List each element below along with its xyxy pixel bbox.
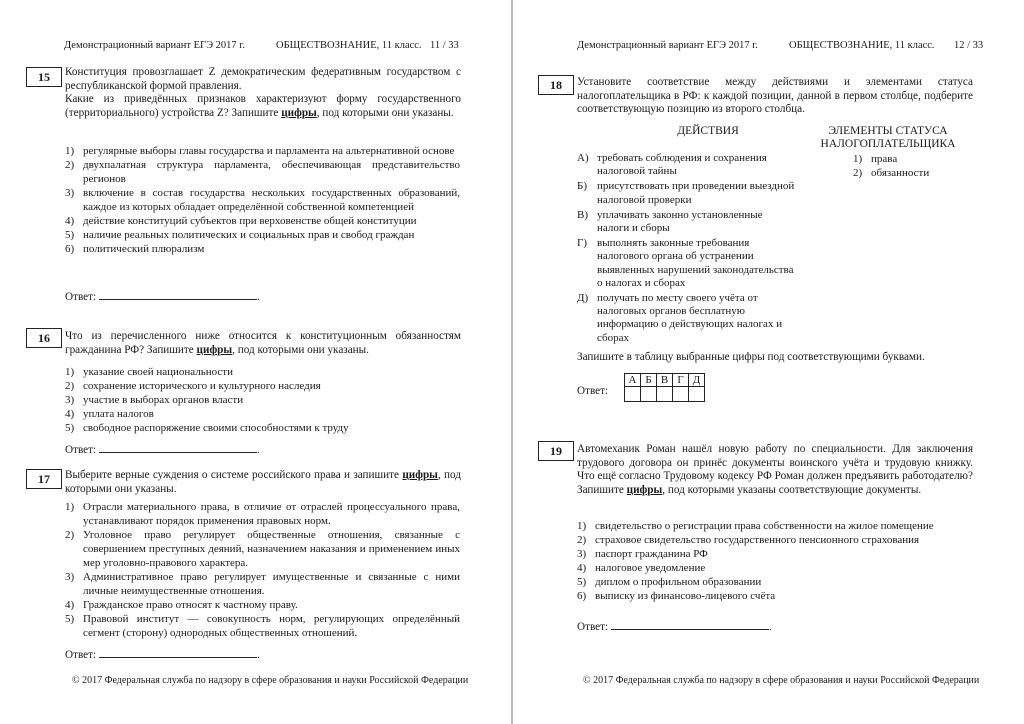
option-item: 4) налоговое уведомление (577, 562, 706, 574)
answer-field-15[interactable] (99, 290, 257, 300)
option-item: 1) указание своей национальности (65, 366, 233, 378)
digits-emphasis: цифры (281, 106, 317, 119)
question-18-answer-label: Ответ: (577, 385, 609, 397)
option-item: 3) включение в состав государства нескольких государственных образований, каждое из которых обладает определённой собственной компетенцией (65, 187, 460, 213)
answer-field-17[interactable] (99, 648, 257, 658)
answer-table-letter: А (625, 374, 641, 387)
question-16-answer: Ответ: . (65, 444, 260, 456)
question-17-options (65, 500, 460, 640)
question-number-15: 15 (26, 67, 62, 87)
header-exam: Демонстрационный вариант ЕГЭ 2017 г. (64, 40, 246, 51)
option-item: 4) Гражданское право относят к частному праву. (65, 599, 298, 611)
left-page (0, 0, 511, 724)
element-item: 1) права (853, 153, 898, 165)
header-exam: Демонстрационный вариант ЕГЭ 2017 г. (577, 40, 759, 51)
answer-table-letter: Д (689, 374, 705, 387)
answer-table-letter: Г (673, 374, 689, 387)
option-item: 3) паспорт гражданина РФ (577, 548, 708, 560)
option-item: 5) Правовой институт — совокупность норм, регулирующих определённый сегмент (сторону) однородных общественных отношений. (65, 613, 460, 639)
question-15-options (65, 144, 460, 256)
question-19-answer: Ответ: . (577, 621, 772, 633)
question-number-16: 16 (26, 328, 62, 348)
action-item: Г) выполнять законные требования налогового органа об устранении выявленных нарушений законодательства о налогах и сборах (577, 237, 794, 289)
question-19-text: Автомеханик Роман нашёл новую работу по специальности. Для заключения трудового договора он принёс документы воинского учёта и трудовую книжку. Что ещё согласно Трудовому кодексу РФ Роман должен предъявить работодателю? Запишите цифры, под которыми указаны соответствующие документы. (577, 443, 973, 496)
answer-table-18 (624, 373, 705, 402)
question-18-instruction: Запишите в таблицу выбранные цифры под соответствующими буквами. (577, 351, 925, 363)
action-item: Д) получать по месту своего учёта от налоговых органов бесплатную информацию о действующих налогах и сборах (577, 292, 783, 344)
option-item: 1) свидетельство о регистрации права собственности на жилое помещение (577, 520, 934, 532)
answer-table-value-row (625, 387, 705, 402)
option-item: 6) выписку из финансово-лицевого счёта (577, 590, 776, 602)
question-17-answer: Ответ: . (65, 649, 260, 661)
answer-cell-b[interactable] (641, 387, 657, 402)
column-title-actions: ДЕЙСТВИЯ (677, 125, 739, 137)
question-15-paragraph-2: Какие из приведённых признаков характеризуют форму государственного (территориального) устройства Z? Запишите цифры, под которыми они указаны. (65, 93, 461, 119)
option-item: 4) действие конституций субъектов при верховенстве общей конституции (65, 215, 417, 227)
answer-cell-a[interactable] (625, 387, 641, 402)
option-item: 3) Административное право регулирует имущественные и связанные с ними личные неимущественные отношения. (65, 571, 460, 597)
option-item: 4) уплата налогов (65, 408, 154, 420)
question-18-text: Установите соответствие между действиями и элементами статуса налогоплательщика в РФ: к каждой позиции, данной в первом столбце, подберите соответствующую позицию из второго столбца. (577, 76, 973, 116)
question-17-text: Выберите верные суждения о системе российского права и запишите цифры, под которыми они указаны. (65, 469, 461, 495)
option-item: 2) страховое свидетельство государственного пенсионного страхования (577, 534, 920, 546)
question-number-17: 17 (26, 469, 62, 489)
action-item: Б) присутствовать при проведении выездной налоговой проверки (577, 180, 795, 206)
question-15-text (65, 66, 461, 120)
answer-table-header-row (625, 374, 705, 387)
option-item: 1) регулярные выборы главы государства и парламента на альтернативной основе (65, 145, 455, 157)
answer-cell-g[interactable] (673, 387, 689, 402)
right-page (513, 0, 1024, 724)
answer-field-19[interactable] (611, 620, 769, 630)
option-item: 5) свободное распоряжение своими способностями к труду (65, 422, 349, 434)
header-page-number: 11 / 33 (430, 40, 459, 51)
digits-emphasis: цифры (196, 343, 233, 356)
answer-cell-d[interactable] (689, 387, 705, 402)
option-item: 2) Уголовное право регулирует общественные отношения, связанные с совершением преступных деяний, назначением наказания и применением иных мер уголовно-правового характера. (65, 529, 460, 569)
page-footer: © 2017 Федеральная служба по надзору в сфере образования и науки Российской Федерации (583, 675, 980, 686)
question-16-options (65, 365, 460, 435)
question-18-elements (853, 152, 973, 180)
header-page-number: 12 / 33 (954, 40, 984, 51)
option-item: 2) сохранение исторического и культурного наследия (65, 380, 321, 392)
header-subject: ОБЩЕСТВОЗНАНИЕ, 11 класс. (789, 40, 935, 51)
digits-emphasis: цифры (402, 469, 438, 481)
answer-cell-v[interactable] (657, 387, 673, 402)
question-16-text: Что из перечисленного ниже относится к конституционным обязанностям гражданина РФ? Запишите цифры, под которыми они указаны. (65, 330, 461, 356)
question-19-options (577, 519, 972, 603)
page-footer: © 2017 Федеральная служба по надзору в сфере образования и науки Российской Федерации (72, 675, 469, 686)
option-item: 1) Отрасли материального права, в отличие от отраслей процессуального права, устанавливают порядок применения правовых норм. (65, 501, 460, 527)
header-subject: ОБЩЕСТВОЗНАНИЕ, 11 класс. (276, 40, 422, 51)
option-item: 5) наличие реальных политических и социальных прав и свобод граждан (65, 229, 415, 241)
question-15-paragraph-1: Конституция провозглашает Z демократическим федеративным государством с республиканской формой правления. (65, 66, 461, 92)
question-number-19: 19 (538, 441, 574, 461)
column-title-elements: ЭЛЕМЕНТЫ СТАТУСА НАЛОГОПЛАТЕЛЬЩИКА (820, 125, 956, 150)
option-item: 3) участие в выборах органов власти (65, 394, 244, 406)
element-item: 2) обязанности (853, 167, 930, 179)
question-18-actions (577, 152, 797, 347)
digits-emphasis: цифры (626, 483, 663, 496)
action-item: В) уплачивать законно установленные налоги и сборы (577, 208, 763, 235)
action-item: А) требовать соблюдения и сохранения налоговой тайны (577, 152, 767, 178)
option-item: 6) политический плюрализм (65, 243, 205, 255)
answer-field-16[interactable] (99, 443, 257, 453)
question-15-answer: Ответ: . (65, 291, 260, 303)
question-number-18: 18 (538, 75, 574, 95)
answer-table-letter: Б (641, 374, 657, 387)
option-item: 2) двухпалатная структура парламента, обеспечивающая представительство регионов (65, 159, 460, 185)
answer-table-letter: В (657, 374, 673, 387)
option-item: 5) диплом о профильном образовании (577, 576, 762, 588)
